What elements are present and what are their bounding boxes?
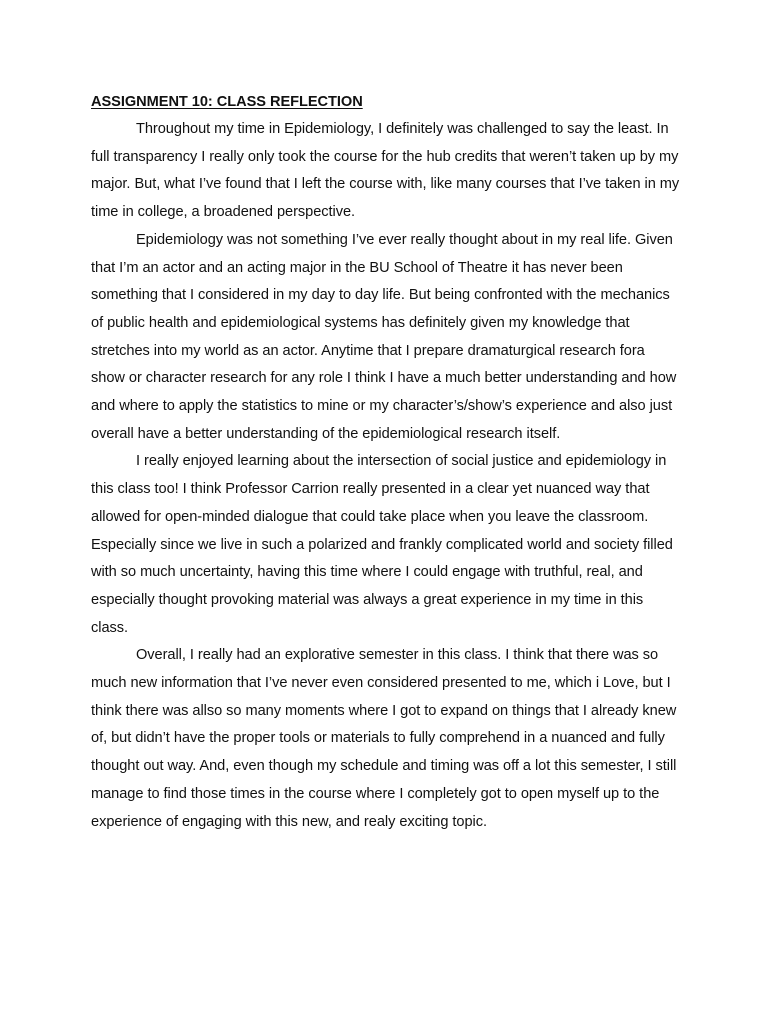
- paragraph-3: I really enjoyed learning about the intersection of social justice and epidemiology in this class too! I think Professor Carrion really presented in a clear yet nuanced way that allowed for open-minded dialogue that could take place when you leave the classroom. Especially since we live in such a polarized and frankly complicated world and society filled with so much uncertainty, having this time where I could engage with truthful, real, and especially thought provoking material was always a great experience in my time in this class.: [91, 453, 673, 636]
- paragraph-2: Epidemiology was not something I’ve ever really thought about in my real life. Given that I’m an actor and an acting major in the BU School of Theatre it has never been something that I considered in my day to day life. But being confronted with the mechanics of public health and epidemiological systems has definitely given my knowledge that stretches into my world as an actor. Anytime that I prepare dramaturgical research fora show or character research for any role I think I have a much better understanding and how and where to apply the statistics to mine or my character’s/show’s experience and also just overall have a better understanding of the epidemiological research itself.: [91, 231, 677, 442]
- paragraph-1: Throughout my time in Epidemiology, I definitely was challenged to say the least. In full transparency I really only took the course for the hub credits that weren’t taken up by my major. But, what I’ve found that I left the course with, like many courses that I’ve taken in my time in college, a broadened perspective.: [91, 121, 680, 221]
- document-title: ASSIGNMENT 10: CLASS REFLECTION: [91, 94, 363, 110]
- paragraph-4: Overall, I really had an explorative semester in this class. I think that there was so much new information that I’ve never even considered presented to me, which i Love, but I think there was allso so many moments where I got to expand on things that I already knew of, but didn’t have the proper tools or materials to fully comprehend in a nuanced and fully thought out way. And, even though my schedule and timing was off a lot this semester, I still manage to find those times in the course where I completely got to open myself up to the experience of engaging with this new, and realy exciting topic.: [91, 647, 677, 830]
- document-body: [91, 92, 681, 836]
